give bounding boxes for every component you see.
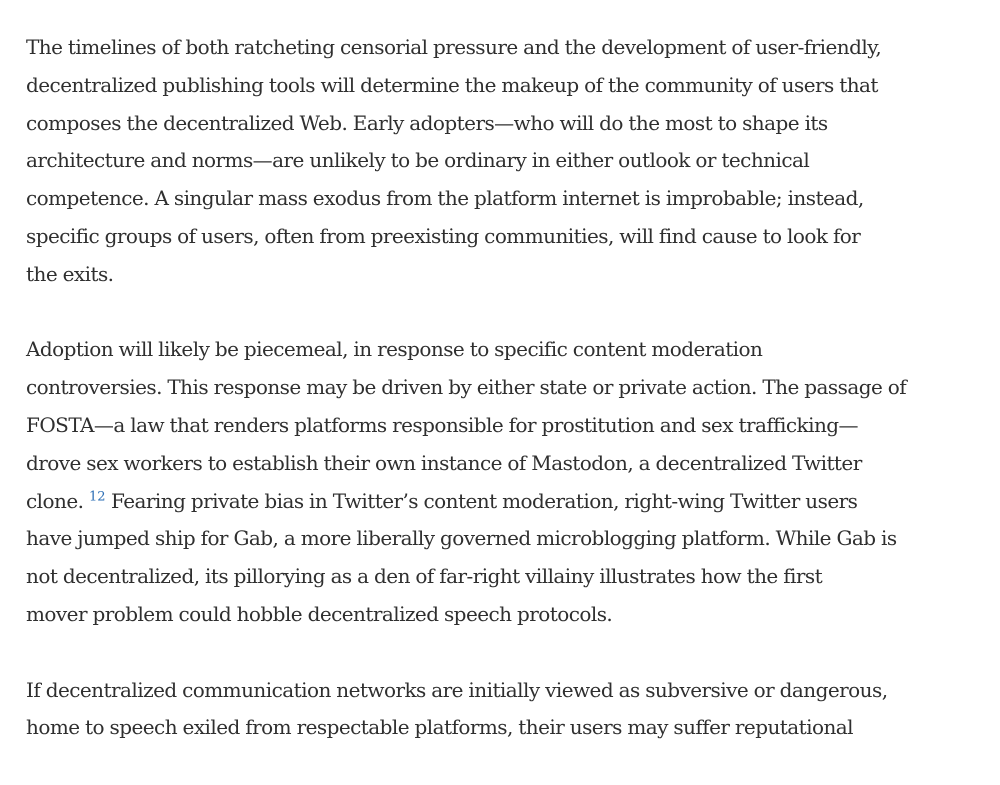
- footnote-link[interactable]: 12: [88, 488, 106, 504]
- text-line: controversies. This response may be driven by either state or private action. The passage of: [26, 375, 907, 400]
- text-line: decentralized publishing tools will determine the makeup of the community of users that: [26, 72, 878, 97]
- text-line: have jumped ship for Gab, a more liberally governed microblogging platform. While Gab is: [26, 526, 897, 551]
- text-segment: clone.: [26, 488, 84, 513]
- text-line: mover problem could hobble decentralized speech protocols.: [26, 601, 613, 626]
- text-line: If decentralized communication networks are initially viewed as subversive or dangerous,: [26, 677, 888, 702]
- paragraph-decentralized-networks: [26, 672, 976, 748]
- text-line: drove sex workers to establish their own instance of Mastodon, a decentralized Twitter: [26, 450, 862, 475]
- text-line: competence. A singular mass exodus from the platform internet is improbable; instead,: [26, 186, 864, 211]
- text-line: not decentralized, its pillorying as a den of far-right villainy illustrates how the first: [26, 564, 823, 589]
- text-line: FOSTA—a law that renders platforms responsible for prostitution and sex trafficking—: [26, 412, 858, 437]
- text-line: specific groups of users, often from preexisting communities, will find cause to look for: [26, 223, 861, 248]
- text-line-with-footnote: [26, 483, 976, 521]
- text-segment: Fearing private bias in Twitter’s content moderation, right-wing Twitter users: [111, 488, 858, 513]
- text-line: composes the decentralized Web. Early adopters—who will do the most to shape its: [26, 110, 828, 135]
- paragraph-timelines: [26, 29, 976, 294]
- text-line: the exits.: [26, 261, 114, 286]
- text-line: Adoption will likely be piecemeal, in response to specific content moderation: [26, 337, 763, 362]
- article-body: [26, 29, 976, 785]
- paragraph-adoption: [26, 331, 976, 633]
- text-line: The timelines of both ratcheting censorial pressure and the development of user-friendly,: [26, 35, 882, 59]
- text-line: architecture and norms—are unlikely to be ordinary in either outlook or technical: [26, 148, 810, 173]
- text-line: home to speech exiled from respectable platforms, their users may suffer reputational: [26, 715, 854, 740]
